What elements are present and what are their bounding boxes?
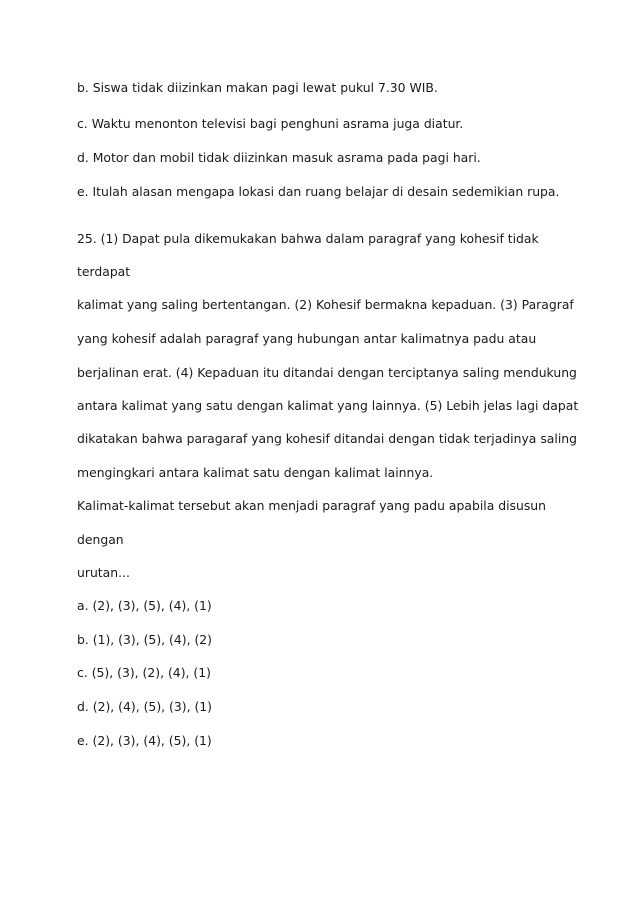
question-25-option-d: d. (2), (4), (5), (3), (1) (77, 699, 213, 714)
question-25-line-3: kalimat yang saling bertentangan. (2) Kohesif bermakna kepaduan. (3) Paragraf (77, 297, 574, 312)
question-25-line-1: 25. (1) Dapat pula dikemukakan bahwa dalam paragraf yang kohesif tidak (77, 231, 539, 246)
question-25-line-2: terdapat (77, 264, 131, 279)
option-c-prev: c. Waktu menonton televisi bagi penghuni asrama juga diatur. (77, 116, 464, 131)
question-25-prompt-1: Kalimat-kalimat tersebut akan menjadi paragraf yang padu apabila disusun (77, 498, 547, 513)
question-25-line-4: yang kohesif adalah paragraf yang hubungan antar kalimatnya padu atau (77, 331, 537, 346)
question-25-option-c: c. (5), (3), (2), (4), (1) (77, 665, 211, 680)
question-25-line-6: antara kalimat yang satu dengan kalimat yang lainnya. (5) Lebih jelas lagi dapat (77, 398, 579, 413)
question-25-prompt-3: urutan... (77, 565, 130, 580)
option-e-prev: e. Itulah alasan mengapa lokasi dan ruang belajar di desain sedemikian rupa. (77, 184, 560, 199)
question-25-option-b: b. (1), (3), (5), (4), (2) (77, 632, 213, 647)
question-25-line-5: berjalinan erat. (4) Kepaduan itu ditandai dengan terciptanya saling mendukung (77, 365, 577, 380)
option-b-prev: b. Siswa tidak diizinkan makan pagi lewat pukul 7.30 WIB. (77, 80, 438, 95)
question-25-line-7: dikatakan bahwa paragaraf yang kohesif ditandai dengan tidak terjadinya saling (77, 431, 577, 446)
question-25-line-8: mengingkari antara kalimat satu dengan kalimat lainnya. (77, 465, 434, 480)
question-25-prompt-2: dengan (77, 532, 124, 547)
question-25-option-a: a. (2), (3), (5), (4), (1) (77, 598, 212, 613)
option-d-prev: d. Motor dan mobil tidak diizinkan masuk asrama pada pagi hari. (77, 150, 481, 165)
question-25-option-e: e. (2), (3), (4), (5), (1) (77, 733, 212, 748)
